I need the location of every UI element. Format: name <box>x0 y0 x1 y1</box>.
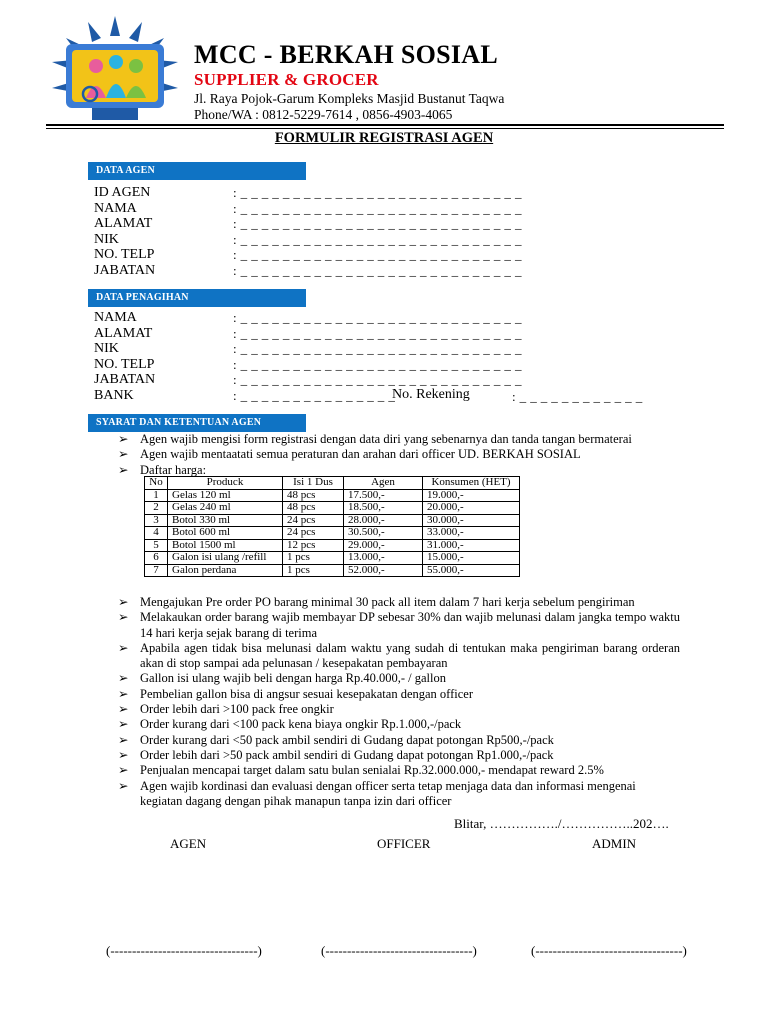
bullet-arrow-icon: ➢ <box>118 732 129 747</box>
table-cell: Galon perdana <box>168 564 283 577</box>
org-phone: Phone/WA : 0812-5229-7614 , 0856-4903-4065 <box>194 107 453 122</box>
table-cell: 52.000,- <box>344 564 423 577</box>
table-cell: 48 pcs <box>283 502 344 515</box>
field-input-line[interactable]: : _ _ _ _ _ _ _ _ _ _ _ _ _ _ _ _ _ _ _ _ _ _ _ _ _ _ _ <box>233 185 522 200</box>
field-input-line[interactable]: : _ _ _ _ _ _ _ _ _ _ _ _ _ _ _ _ _ _ _ _ _ _ _ _ _ _ _ <box>233 325 522 341</box>
bank-input-line[interactable]: : _ _ _ _ _ _ _ _ _ _ _ _ _ _ _ <box>233 387 396 403</box>
table-cell: 17.500,- <box>344 489 423 502</box>
org-subtitle: SUPPLIER & GROCER <box>194 70 379 89</box>
table-cell: 55.000,- <box>423 564 520 577</box>
rekening-label: No. Rekening <box>392 387 470 402</box>
signer-admin-label: ADMIN <box>592 836 637 851</box>
header-divider-thin <box>46 128 724 129</box>
column-header: Isi 1 Dus <box>283 477 344 490</box>
field-label: ALAMAT <box>94 216 153 231</box>
field-input-line[interactable]: : _ _ _ _ _ _ _ _ _ _ _ _ _ _ _ _ _ _ _ _ _ _ _ _ _ _ _ <box>233 310 522 325</box>
bullet-arrow-icon: ➢ <box>118 432 129 446</box>
price-table <box>144 476 520 577</box>
signature-line-agen[interactable]: (----------------------------------) <box>106 943 262 958</box>
logo <box>46 14 184 124</box>
bullet-arrow-icon: ➢ <box>118 702 129 717</box>
table-cell: 24 pcs <box>283 527 344 540</box>
table-cell: 33.000,- <box>423 527 520 540</box>
table-header-row <box>145 477 520 490</box>
field-label: ALAMAT <box>94 325 153 341</box>
table-row <box>145 489 520 502</box>
table-cell: Botol 600 ml <box>168 527 283 540</box>
table-cell: Botol 330 ml <box>168 514 283 527</box>
column-header: Produck <box>168 477 283 490</box>
org-name: MCC - BERKAH SOSIAL <box>194 40 499 69</box>
table-cell: 15.000,- <box>423 552 520 565</box>
signer-officer-label: OFFICER <box>377 836 431 851</box>
table-cell: 29.000,- <box>344 539 423 552</box>
rekening-input-line[interactable]: : _ _ _ _ _ _ _ _ _ _ _ _ <box>512 388 643 404</box>
field-label: NAMA <box>94 200 137 216</box>
table-cell: 24 pcs <box>283 514 344 527</box>
bullet-arrow-icon: ➢ <box>118 640 129 655</box>
field-label: ID AGEN <box>94 185 151 200</box>
column-header: Agen <box>344 477 423 490</box>
table-row <box>145 552 520 565</box>
field-input-line[interactable]: : _ _ _ _ _ _ _ _ _ _ _ _ _ _ _ _ _ _ _ _ _ _ _ _ _ _ _ <box>233 200 522 216</box>
bullet-arrow-icon: ➢ <box>118 686 129 701</box>
place-date: Blitar, ……………./……………..202…. <box>454 816 669 831</box>
table-cell: 30.000,- <box>423 514 520 527</box>
table-row <box>145 502 520 515</box>
table-cell: Botol 1500 ml <box>168 539 283 552</box>
table-cell: 18.500,- <box>344 502 423 515</box>
signature-line-admin[interactable]: (----------------------------------) <box>531 943 687 958</box>
field-label: NIK <box>94 341 119 356</box>
field-label: NAMA <box>94 310 137 325</box>
table-cell: Galon isi ulang /refill <box>168 552 283 565</box>
table-cell: 48 pcs <box>283 489 344 502</box>
field-input-line[interactable]: : _ _ _ _ _ _ _ _ _ _ _ _ _ _ _ _ _ _ _ _ _ _ _ _ _ _ _ <box>233 372 522 387</box>
table-cell: 7 <box>145 564 168 577</box>
section-data-agen: DATA AGEN <box>88 162 306 180</box>
field-label: NO. TELP <box>94 356 155 372</box>
table-row <box>145 527 520 540</box>
table-cell: 4 <box>145 527 168 540</box>
table-cell: Gelas 120 ml <box>168 489 283 502</box>
bullet-arrow-icon: ➢ <box>118 610 129 625</box>
section-syarat: SYARAT DAN KETENTUAN AGEN <box>88 414 306 432</box>
table-cell: 20.000,- <box>423 502 520 515</box>
table-cell: 5 <box>145 539 168 552</box>
table-cell: 2 <box>145 502 168 515</box>
bullet-arrow-icon: ➢ <box>118 595 129 609</box>
table-row <box>145 539 520 552</box>
field-label: NIK <box>94 231 119 247</box>
table-cell: 6 <box>145 552 168 565</box>
field-input-line[interactable]: : _ _ _ _ _ _ _ _ _ _ _ _ _ _ _ _ _ _ _ _ _ _ _ _ _ _ _ <box>233 247 522 262</box>
org-address: Jl. Raya Pojok-Garum Kompleks Masjid Bustanut Taqwa <box>194 91 505 106</box>
table-cell: Gelas 240 ml <box>168 502 283 515</box>
table-cell: 1 pcs <box>283 552 344 565</box>
bullet-arrow-icon: ➢ <box>118 671 129 686</box>
form-title: FORMULIR REGISTRASI AGEN <box>274 130 494 146</box>
bullet-arrow-icon: ➢ <box>118 717 129 732</box>
bullet-arrow-icon: ➢ <box>118 778 129 793</box>
table-row <box>145 514 520 527</box>
table-cell: 28.000,- <box>344 514 423 527</box>
section-data-penagihan: DATA PENAGIHAN <box>88 289 306 307</box>
table-row <box>145 564 520 577</box>
table-cell: 3 <box>145 514 168 527</box>
field-input-line[interactable]: : _ _ _ _ _ _ _ _ _ _ _ _ _ _ _ _ _ _ _ _ _ _ _ _ _ _ _ <box>233 262 522 278</box>
table-cell: 12 pcs <box>283 539 344 552</box>
table-cell: 31.000,- <box>423 539 520 552</box>
field-input-line[interactable]: : _ _ _ _ _ _ _ _ _ _ _ _ _ _ _ _ _ _ _ _ _ _ _ _ _ _ _ <box>233 216 522 231</box>
column-header: Konsumen (HET) <box>423 477 520 490</box>
column-header: No <box>145 477 168 490</box>
table-cell: 1 <box>145 489 168 502</box>
field-input-line[interactable]: : _ _ _ _ _ _ _ _ _ _ _ _ _ _ _ _ _ _ _ _ _ _ _ _ _ _ _ <box>233 356 522 372</box>
bullet-arrow-icon: ➢ <box>118 447 129 462</box>
table-cell: 19.000,- <box>423 489 520 502</box>
field-label: JABATAN <box>94 372 156 387</box>
field-input-line[interactable]: : _ _ _ _ _ _ _ _ _ _ _ _ _ _ _ _ _ _ _ _ _ _ _ _ _ _ _ <box>233 341 522 356</box>
table-cell: 13.000,- <box>344 552 423 565</box>
bullet-arrow-icon: ➢ <box>118 462 129 477</box>
table-cell: 30.500,- <box>344 527 423 540</box>
field-label: JABATAN <box>94 262 156 278</box>
field-input-line[interactable]: : _ _ _ _ _ _ _ _ _ _ _ _ _ _ _ _ _ _ _ _ _ _ _ _ _ _ _ <box>233 231 522 247</box>
header-divider <box>46 124 724 126</box>
bullet-arrow-icon: ➢ <box>118 747 129 762</box>
field-label: NO. TELP <box>94 247 155 262</box>
bullet-arrow-icon: ➢ <box>118 763 129 778</box>
table-cell: 1 pcs <box>283 564 344 577</box>
signature-line-officer[interactable]: (----------------------------------) <box>321 943 477 958</box>
signer-agen-label: AGEN <box>170 836 207 851</box>
bank-label: BANK <box>94 387 134 403</box>
